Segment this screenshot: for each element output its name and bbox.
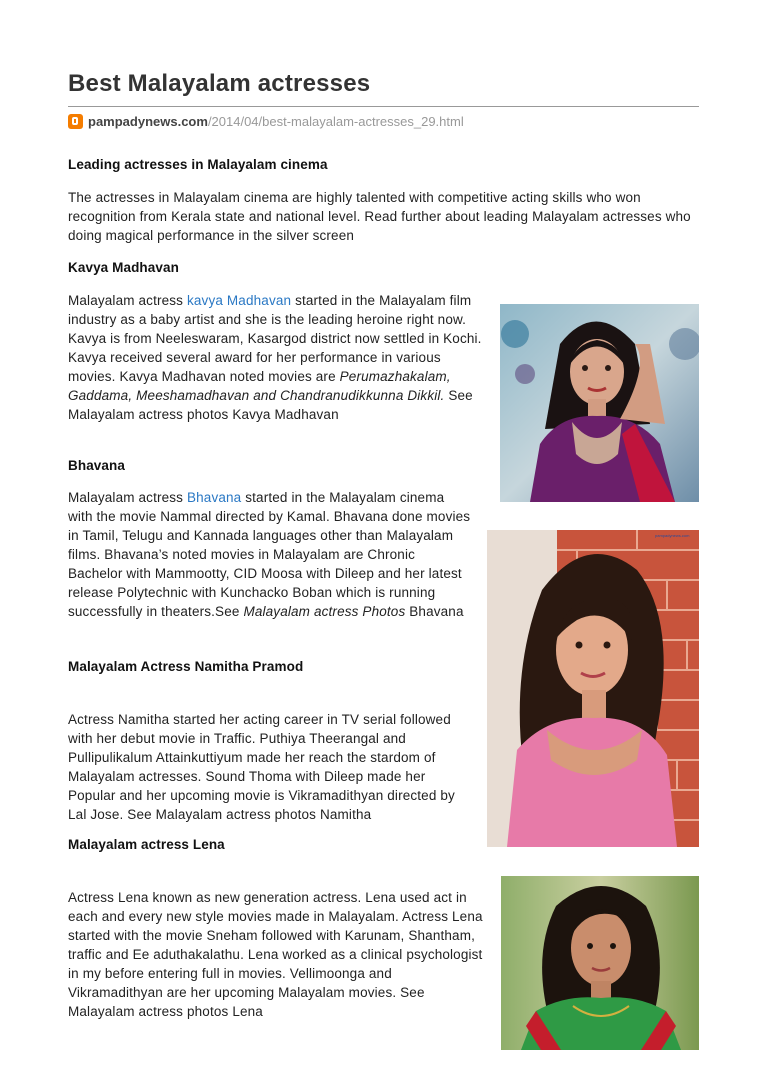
- bhavana-italic: Malayalam actress Photos: [243, 604, 406, 619]
- source-domain[interactable]: pampadynews.com: [88, 114, 208, 129]
- kavya-movies: Perumazhakalam, Gaddama, Meeshamadhavan and Chandranudikkunna Dikkil.: [68, 369, 451, 403]
- intro-heading: Leading actresses in Malayalam cinema: [68, 157, 328, 172]
- bhavana-heading: Bhavana: [68, 458, 125, 473]
- intro-text: The actresses in Malayalam cinema are highly talented with competitive acting skills who won recognition from Kerala state and national level. Read further about leading Malayalam actresses who doing magical performance in the silver screen: [68, 190, 691, 243]
- bhavana-text-mid: started in the Malayalam cinema with the movie Nammal directed by Kamal. Bhavana done movies in Tamil, Telugu and Kannada languages other than Malayalam films. Bhavana’s noted movies in Malayalam are Chronic Bachelor with Mammootty, CID Moosa with Dileep and her latest release Polytechnic with Kunchacko Boban which is running successfully in theaters.See: [68, 490, 471, 619]
- namitha-heading: Malayalam Actress Namitha Pramod: [68, 659, 304, 674]
- bhavana-text-pre: Malayalam actress: [68, 490, 187, 505]
- bhavana-link[interactable]: Bhavana: [187, 490, 242, 505]
- kavya-photo: [500, 304, 699, 502]
- bhavana-photo: [487, 530, 699, 847]
- kavya-text-post: See Malayalam actress photos Kavya Madhavan: [68, 388, 473, 422]
- source-line: [68, 114, 464, 129]
- blogger-icon: [68, 114, 83, 129]
- lena-text: Actress Lena known as new generation actress. Lena used act in each and every new style movies made in Malayalam. Actress Lena started with the movie Sneham followed with Karunam, Shantham, traffic and Ee aduthakalathu. Lena worked as a clinical psychologist in my before entering full in movies. Vellimoonga and Vikramadithyan are her upcoming Malayalam movies. See Malayalam actress photos Lena: [68, 890, 483, 1019]
- bhavana-text: [68, 488, 472, 621]
- bhavana-photo-watermark: pampadynews.com: [655, 533, 690, 538]
- kavya-text-mid: started in the Malayalam film industry as a baby artist and she is the leading heroine right now. Kavya is from Neeleswaram, Kasargod district now settled in Kochi. Kavya received several award for her performance in various movies. Kavya Madhavan noted movies are: [68, 293, 482, 384]
- page-title: Best Malayalam actresses: [68, 70, 371, 97]
- kavya-heading: Kavya Madhavan: [68, 260, 179, 275]
- kavya-text: [68, 291, 486, 424]
- namitha-text: Actress Namitha started her acting career in TV serial followed with her debut movie in Traffic. Puthiya Theerangal and Pullipulikalum Attainkuttiyum made her reach the stardom of Malayalam actresses. Sound Thoma with Dileep made her Popular and her upcoming movie is Vikramadithyan directed by Lal Jose. See Malayalam actress photos Namitha: [68, 712, 455, 822]
- kavya-text-pre: Malayalam actress: [68, 293, 187, 308]
- lena-heading: Malayalam actress Lena: [68, 837, 225, 852]
- title-divider: [68, 106, 699, 107]
- bhavana-text-post: Bhavana: [405, 604, 464, 619]
- kavya-link[interactable]: kavya Madhavan: [187, 293, 292, 308]
- lena-photo: [501, 876, 699, 1050]
- source-path[interactable]: /2014/04/best-malayalam-actresses_29.html: [207, 114, 464, 129]
